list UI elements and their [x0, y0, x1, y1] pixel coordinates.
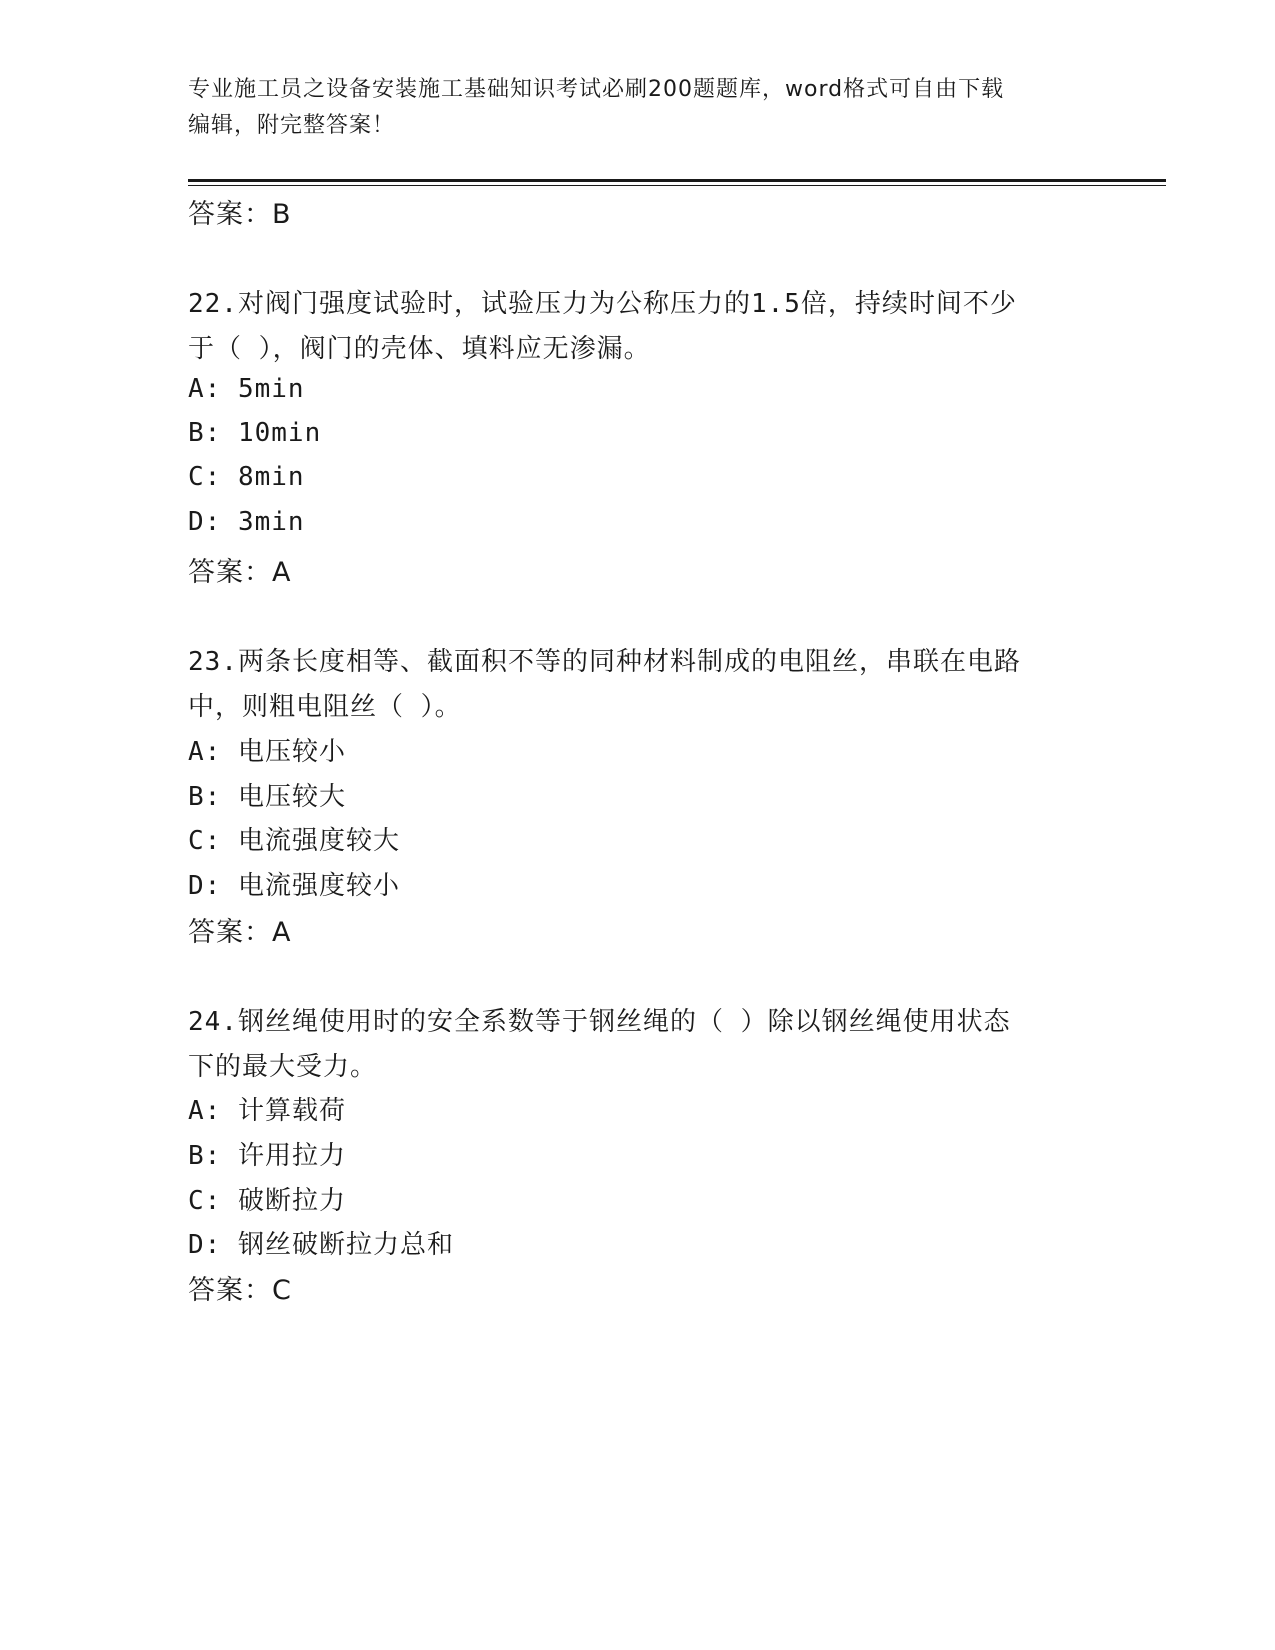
option-d: D: 电流强度较小 [188, 871, 400, 901]
option-a: A: 计算载荷 [188, 1096, 346, 1126]
question-stem-line-2: 于（ ），阀门的壳体、填料应无渗漏。 [188, 334, 651, 364]
answer: 答案：A [188, 917, 292, 948]
option-b: B: 电压较大 [188, 782, 346, 812]
question-stem-line-1: 23.两条长度相等、截面积不等的同种材料制成的电阻丝，串联在电路 [188, 647, 1021, 677]
answer: 答案：C [188, 1275, 292, 1306]
question-stem-line-2: 中，则粗电阻丝（ ）。 [188, 692, 462, 722]
option-c: C: 破断拉力 [188, 1186, 346, 1216]
option-a: A: 5min [188, 374, 305, 404]
option-a: A: 电压较小 [188, 737, 346, 767]
answer: 答案：A [188, 557, 292, 588]
option-b: B: 许用拉力 [188, 1141, 346, 1171]
option-d: D: 钢丝破断拉力总和 [188, 1230, 454, 1260]
option-b: B: 10min [188, 418, 322, 448]
header-line-2: 编辑，附完整答案！ [188, 113, 396, 138]
document-header [188, 72, 1088, 144]
option-d: D: 3min [188, 507, 305, 537]
question-stem-line-1: 24.钢丝绳使用时的安全系数等于钢丝绳的（ ）除以钢丝绳使用状态 [188, 1007, 1011, 1037]
option-c: C: 8min [188, 462, 305, 492]
option-c: C: 电流强度较大 [188, 826, 400, 856]
header-divider-thin [188, 185, 1166, 186]
header-line-1: 专业施工员之设备安装施工基础知识考试必刷200题题库，word格式可自由下载 [188, 77, 1005, 102]
question-stem-line-2: 下的最大受力。 [188, 1052, 378, 1082]
previous-answer: 答案：B [188, 199, 292, 230]
question-stem-line-1: 22.对阀门强度试验时，试验压力为公称压力的1.5倍，持续时间不少 [188, 289, 1017, 319]
header-divider-thick [188, 179, 1166, 182]
